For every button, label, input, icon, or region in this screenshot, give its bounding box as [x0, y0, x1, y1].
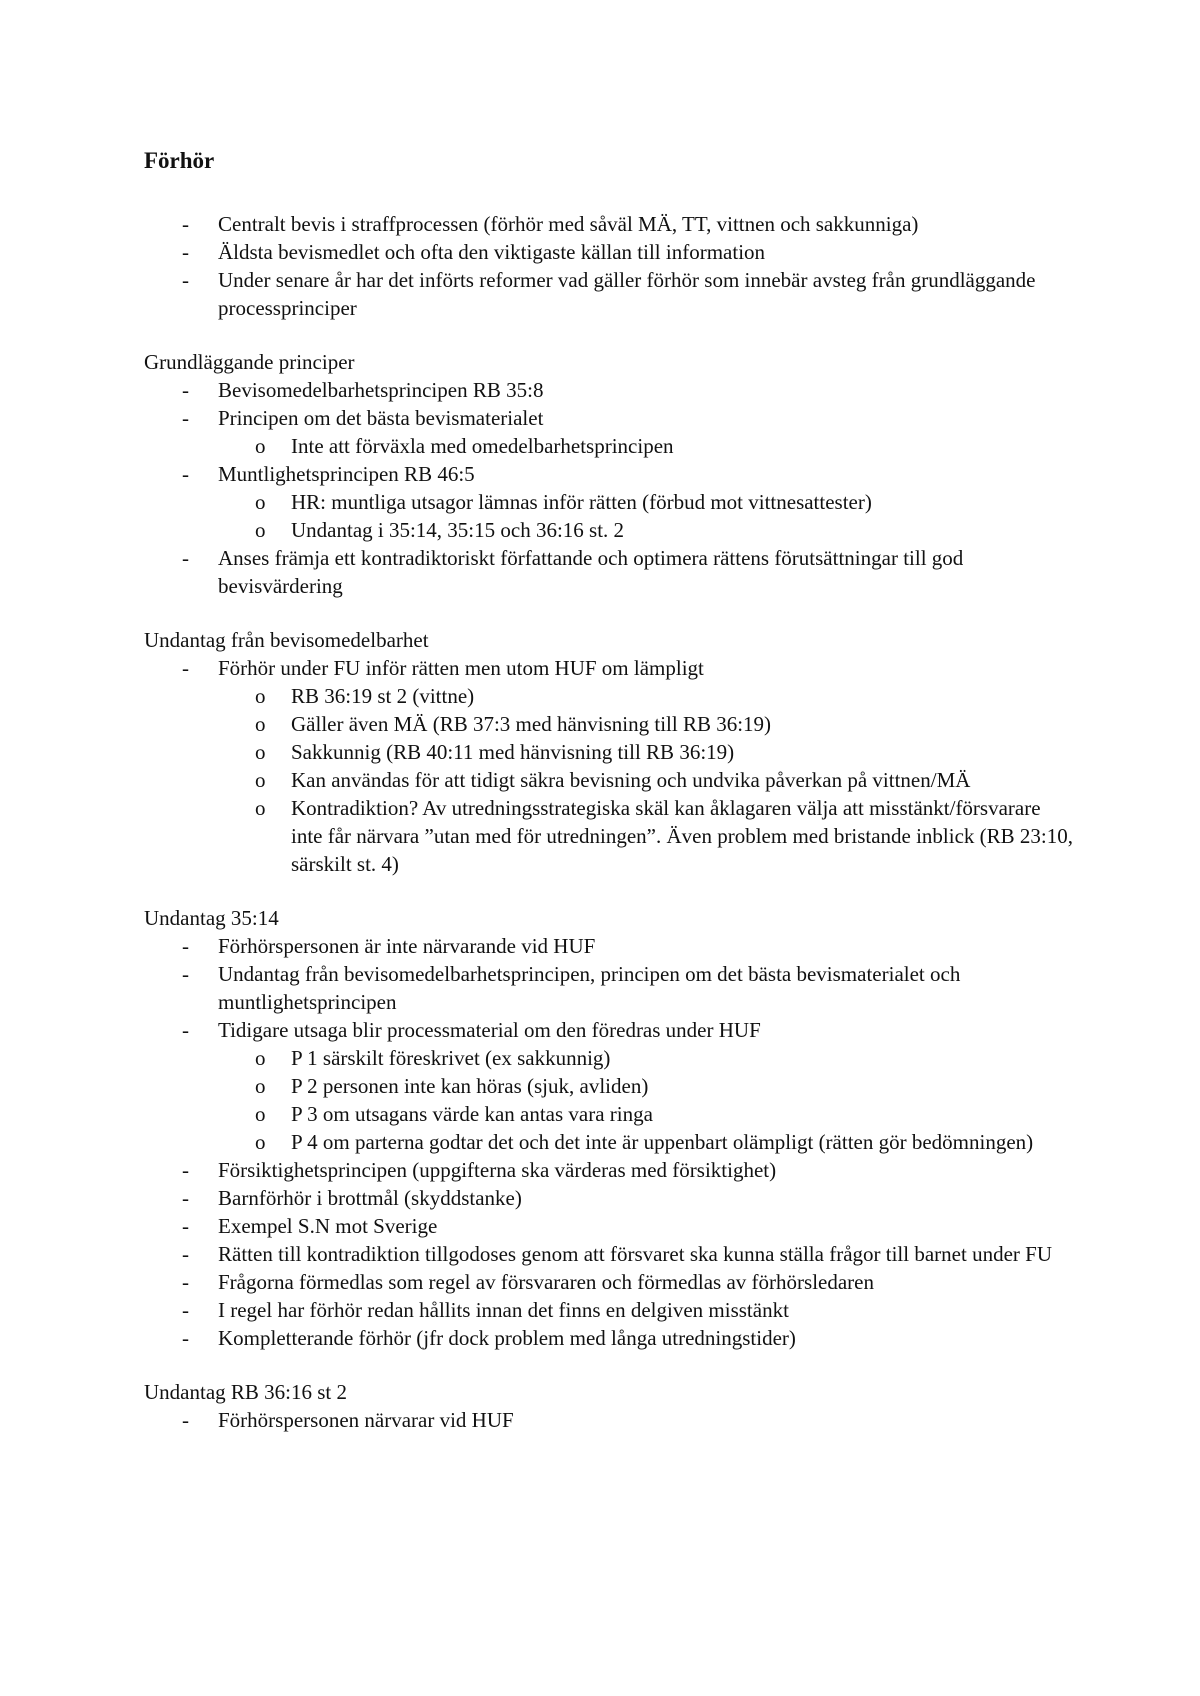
intro-item-text: Äldsta bevismedlet och ofta den viktigaste källan till information [218, 240, 766, 264]
intro-list [144, 210, 1074, 322]
intro-item [144, 210, 1074, 238]
section-list [144, 654, 1074, 878]
bullet-marker: o [255, 1046, 266, 1070]
list-item-text: Frågorna förmedlas som regel av försvararen och förmedlas av förhörsledaren [218, 1270, 874, 1294]
list-item-text: Principen om det bästa bevismaterialet [218, 406, 544, 430]
dash-marker: - [182, 462, 189, 486]
sub-item [144, 1072, 1074, 1100]
list-item [144, 932, 1074, 960]
bullet-marker: o [255, 434, 266, 458]
sub-item [144, 766, 1074, 794]
intro-item-text: Under senare år har det införts reformer vad gäller förhör som innebär avsteg från grundläggande processprinciper [218, 268, 1036, 320]
list-item [144, 1268, 1074, 1296]
sub-item [144, 1100, 1074, 1128]
list-item-text: Förhörspersonen är inte närvarande vid HUF [218, 934, 596, 958]
list-item-text: Anses främja ett kontradiktoriskt författande och optimera rättens förutsättningar till god bevisvärdering [218, 546, 964, 598]
section-heading: Undantag RB 36:16 st 2 [144, 1380, 347, 1404]
list-item-text: Rätten till kontradiktion tillgodoses genom att försvaret ska kunna ställa frågor till barnet under FU [218, 1242, 1052, 1266]
list-item [144, 654, 1074, 878]
bullet-marker: o [255, 684, 266, 708]
sub-list [218, 682, 1074, 878]
dash-marker: - [182, 656, 189, 680]
bullet-marker: o [255, 712, 266, 736]
list-item-text: Bevisomedelbarhetsprincipen RB 35:8 [218, 378, 544, 402]
sub-item [144, 794, 1074, 878]
list-item-text: Exempel S.N mot Sverige [218, 1214, 438, 1238]
sub-list [218, 488, 1074, 544]
sub-item [144, 1044, 1074, 1072]
sub-item [144, 682, 1074, 710]
sub-list [218, 1044, 1074, 1156]
sub-item-text: Kontradiktion? Av utredningsstrategiska skäl kan åklagaren välja att misstänkt/försvarare inte får närvara ”utan med för utredningen”. Även problem med bristande inblick (RB 23:10, särskilt st. 4) [291, 796, 1074, 876]
sub-item [144, 516, 1074, 544]
section-list [144, 1406, 1074, 1434]
sub-item [144, 710, 1074, 738]
dash-marker: - [182, 962, 189, 986]
dash-marker: - [182, 212, 189, 236]
dash-marker: - [182, 378, 189, 402]
list-item [144, 1156, 1074, 1184]
list-item [144, 1212, 1074, 1240]
sub-item-text: RB 36:19 st 2 (vittne) [291, 684, 475, 708]
section-heading: Undantag från bevisomedelbarhet [144, 628, 429, 652]
dash-marker: - [182, 1298, 189, 1322]
sub-item-text: Kan användas för att tidigt säkra bevisning och undvika påverkan på vittnen/MÄ [291, 768, 971, 792]
section-list [144, 932, 1074, 1352]
dash-marker: - [182, 1326, 189, 1350]
sub-list [218, 432, 1074, 460]
dash-marker: - [182, 1214, 189, 1238]
list-item [144, 1184, 1074, 1212]
bullet-marker: o [255, 518, 266, 542]
list-item [144, 960, 1074, 1016]
document-page [144, 146, 1074, 1460]
list-item-text: Försiktighetsprincipen (uppgifterna ska värderas med försiktighet) [218, 1158, 777, 1182]
list-item [144, 460, 1074, 544]
intro-item-text: Centralt bevis i straffprocessen (förhör med såväl MÄ, TT, vittnen och sakkunniga) [218, 212, 919, 236]
section-heading: Grundläggande principer [144, 350, 355, 374]
sub-item-text: P 1 särskilt föreskrivet (ex sakkunnig) [291, 1046, 611, 1070]
dash-marker: - [182, 1158, 189, 1182]
sub-item [144, 738, 1074, 766]
list-item [144, 1406, 1074, 1434]
dash-marker: - [182, 268, 189, 292]
dash-marker: - [182, 240, 189, 264]
dash-marker: - [182, 1018, 189, 1042]
bullet-marker: o [255, 1074, 266, 1098]
list-item [144, 1296, 1074, 1324]
intro-item [144, 266, 1074, 322]
sub-item-text: Inte att förväxla med omedelbarhetsprincipen [291, 434, 674, 458]
list-item-text: Barnförhör i brottmål (skyddstanke) [218, 1186, 522, 1210]
section-undantag-35-14 [144, 904, 1074, 1352]
sub-item-text: Sakkunnig (RB 40:11 med hänvisning till RB 36:19) [291, 740, 735, 764]
dash-marker: - [182, 406, 189, 430]
dash-marker: - [182, 1408, 189, 1432]
list-item [144, 404, 1074, 460]
dash-marker: - [182, 1270, 189, 1294]
list-item-text: Förhör under FU inför rätten men utom HUF om lämpligt [218, 656, 704, 680]
bullet-marker: o [255, 796, 266, 820]
list-item-text: Muntlighetsprincipen RB 46:5 [218, 462, 475, 486]
bullet-marker: o [255, 740, 266, 764]
list-item-text: Kompletterande förhör (jfr dock problem med långa utredningstider) [218, 1326, 796, 1350]
list-item [144, 544, 1074, 600]
section-undantag-rb-36-16 [144, 1378, 1074, 1434]
section-undantag-bevisomedelbarhet [144, 626, 1074, 878]
sub-item-text: HR: muntliga utsagor lämnas inför rätten (förbud mot vittnesattester) [291, 490, 872, 514]
sub-item [144, 488, 1074, 516]
intro-section [144, 210, 1074, 322]
bullet-marker: o [255, 768, 266, 792]
sub-item-text: P 3 om utsagans värde kan antas vara ringa [291, 1102, 653, 1126]
section-grundlaggande-principer [144, 348, 1074, 600]
sub-item-text: Gäller även MÄ (RB 37:3 med hänvisning till RB 36:19) [291, 712, 772, 736]
list-item-text: Undantag från bevisomedelbarhetsprincipen, principen om det bästa bevismaterialet och muntlighetsprincipen [218, 962, 961, 1014]
sub-item [144, 432, 1074, 460]
dash-marker: - [182, 1242, 189, 1266]
document-title: Förhör [144, 148, 215, 173]
list-item-text: I regel har förhör redan hållits innan det finns en delgiven misstänkt [218, 1298, 789, 1322]
dash-marker: - [182, 1186, 189, 1210]
list-item [144, 1240, 1074, 1268]
list-item [144, 376, 1074, 404]
list-item-text: Tidigare utsaga blir processmaterial om den föredras under HUF [218, 1018, 761, 1042]
dash-marker: - [182, 546, 189, 570]
bullet-marker: o [255, 490, 266, 514]
sub-item-text: Undantag i 35:14, 35:15 och 36:16 st. 2 [291, 518, 625, 542]
sub-item [144, 1128, 1074, 1156]
intro-item [144, 238, 1074, 266]
list-item [144, 1016, 1074, 1156]
list-item [144, 1324, 1074, 1352]
section-heading: Undantag 35:14 [144, 906, 279, 930]
dash-marker: - [182, 934, 189, 958]
bullet-marker: o [255, 1102, 266, 1126]
section-list [144, 376, 1074, 600]
sub-item-text: P 2 personen inte kan höras (sjuk, avliden) [291, 1074, 649, 1098]
sub-item-text: P 4 om parterna godtar det och det inte är uppenbart olämpligt (rätten gör bedömningen) [291, 1130, 1034, 1154]
list-item-text: Förhörspersonen närvarar vid HUF [218, 1408, 514, 1432]
bullet-marker: o [255, 1130, 266, 1154]
